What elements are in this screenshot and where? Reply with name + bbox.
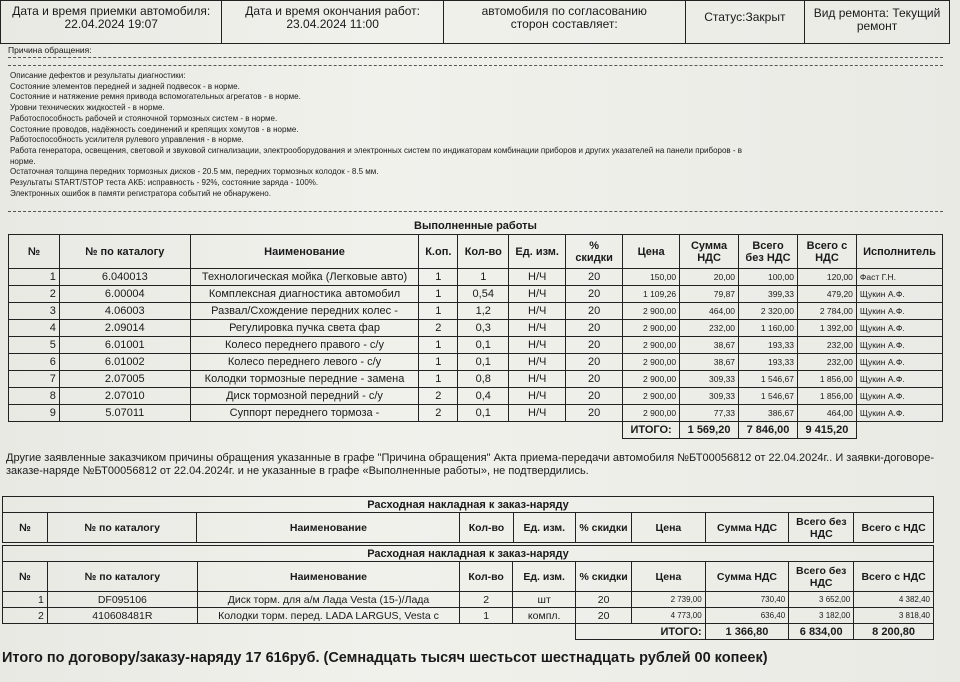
k-op: 1	[419, 286, 458, 303]
unit: Н/Ч	[509, 371, 566, 388]
k-op: 1	[419, 269, 458, 286]
table-row	[9, 405, 943, 422]
total-no-vat: 3 652,00	[789, 592, 854, 608]
end-date-value: 23.04.2024 11:00	[286, 17, 379, 31]
vat-sum: 730,40	[705, 592, 789, 608]
unit: шт	[513, 592, 576, 608]
col-header: Сумма НДС	[705, 562, 789, 592]
table-row	[9, 320, 943, 337]
col-header: Сумма НДС	[705, 513, 789, 543]
col-header: Сумма НДС	[680, 235, 739, 269]
total-no-vat: 1 546,67	[739, 388, 798, 405]
item-name: Колодки торм. перед. LADA LARGUS, Vesta с	[197, 608, 459, 624]
reason-label: Причина обращения:	[8, 45, 92, 55]
consumables-total-vat: 1 366,80	[705, 624, 789, 640]
price: 4 773,00	[632, 608, 706, 624]
consumables-header-row	[3, 562, 934, 592]
total-no-vat: 386,67	[739, 405, 798, 422]
works-table	[8, 218, 943, 439]
price: 2 900,00	[623, 320, 680, 337]
quantity: 1	[460, 608, 513, 624]
price: 150,00	[623, 269, 680, 286]
consumables-caption: Расходная накладная к заказ-наряду	[3, 546, 934, 562]
unit: Н/Ч	[509, 286, 566, 303]
catalog-number: 2.07005	[59, 371, 190, 388]
price: 2 900,00	[623, 405, 680, 422]
price: 2 900,00	[623, 337, 680, 354]
works-caption-row	[9, 218, 943, 235]
col-header: №	[9, 235, 60, 269]
col-header: № по каталогу	[59, 235, 190, 269]
row-number: 4	[9, 320, 60, 337]
vat-sum: 79,87	[680, 286, 739, 303]
accept-date-cell	[1, 1, 222, 44]
catalog-number: 2.09014	[59, 320, 190, 337]
discount: 20	[566, 303, 623, 320]
k-op: 1	[419, 337, 458, 354]
total-with-vat: 464,00	[797, 405, 856, 422]
quantity: 0,8	[458, 371, 509, 388]
consumables-caption-row	[3, 546, 934, 562]
table-row	[9, 371, 943, 388]
diag-line: норме.	[10, 156, 36, 166]
table-row	[3, 608, 934, 624]
col-header: % скидки	[575, 513, 631, 543]
catalog-number: 4.06003	[59, 303, 190, 320]
work-name: Технологическая мойка (Легковые авто)	[190, 269, 419, 286]
row-number: 9	[9, 405, 60, 422]
unit: Н/Ч	[509, 354, 566, 371]
vat-sum: 309,33	[680, 388, 739, 405]
row-number: 2	[9, 286, 60, 303]
col-header: Ед. изм.	[509, 235, 566, 269]
col-header: Кол-во	[460, 513, 513, 543]
price: 2 900,00	[623, 354, 680, 371]
consumables-empty-caption-row	[3, 497, 934, 513]
table-row	[9, 303, 943, 320]
quantity: 0,1	[458, 405, 509, 422]
consumables-total-no-vat: 6 834,00	[789, 624, 854, 640]
works-caption: Выполненные работы	[9, 218, 943, 235]
quantity: 0,3	[458, 320, 509, 337]
discount: 20	[566, 388, 623, 405]
unit: компл.	[513, 608, 576, 624]
col-header: Ед. изм.	[513, 562, 576, 592]
vat-sum: 309,33	[680, 371, 739, 388]
row-number: 8	[9, 388, 60, 405]
discount: 20	[566, 320, 623, 337]
total-with-vat: 2 784,00	[797, 303, 856, 320]
vat-sum: 38,67	[680, 337, 739, 354]
consumables-empty-caption: Расходная накладная к заказ-наряду	[3, 497, 934, 513]
col-header: Ед. изм.	[513, 513, 575, 543]
work-name: Колодки тормозные передние - замена	[190, 371, 419, 388]
diag-line: Остаточная толщина передних тормозных дисков - 20.5 мм, передних тормозных колодок - 8.5 мм.	[10, 167, 379, 177]
works-total-label: ИТОГО:	[623, 422, 680, 439]
spacer	[3, 624, 576, 640]
col-header: % скидки	[576, 562, 632, 592]
divider	[8, 211, 943, 212]
col-header: Наименование	[197, 562, 459, 592]
repair-type-cell	[805, 1, 950, 44]
table-row	[9, 337, 943, 354]
total-no-vat: 1 160,00	[739, 320, 798, 337]
executor: Щукин А.Ф.	[856, 286, 942, 303]
work-name: Суппорт переднего тормоза -	[190, 405, 419, 422]
row-number: 1	[3, 592, 48, 608]
status-cell	[685, 1, 804, 44]
row-number: 5	[9, 337, 60, 354]
col-header: Исполнитель	[856, 235, 942, 269]
work-name: Комплексная диагностика автомобил	[190, 286, 419, 303]
table-row	[9, 354, 943, 371]
work-name: Колесо переднего правого - с/у	[190, 337, 419, 354]
col-header: % скидки	[566, 235, 623, 269]
catalog-number: 410608481R	[47, 608, 197, 624]
quantity: 0,1	[458, 337, 509, 354]
diag-line: Состояние и натяжение ремня привода вспомогательных агрегатов - в норме.	[10, 92, 301, 102]
diag-line: Работоспособность рабочей и стояночной тормозных систем - в норме.	[10, 113, 278, 123]
total-with-vat: 1 856,00	[797, 371, 856, 388]
divider	[8, 65, 943, 66]
quantity: 1	[458, 269, 509, 286]
diag-line: Результаты START/STOP теста АКБ: исправность - 92%, состояние заряда - 100%.	[10, 178, 319, 188]
table-row	[9, 388, 943, 405]
col-header: Цена	[623, 235, 680, 269]
total-no-vat: 2 320,00	[739, 303, 798, 320]
consumables-total-label: ИТОГО:	[576, 624, 706, 640]
end-date-cell	[222, 1, 443, 44]
col-header: Всего без НДС	[789, 513, 854, 543]
works-total-vat: 1 569,20	[680, 422, 739, 439]
diag-line: Уровни технических жидкостей - в норме.	[10, 103, 165, 113]
header-table	[0, 0, 950, 44]
catalog-number: 6.00004	[59, 286, 190, 303]
accept-date-label: Дата и время приемки автомобиля:	[12, 4, 211, 18]
col-header: К.оп.	[419, 235, 458, 269]
unit: Н/Ч	[509, 269, 566, 286]
unit: Н/Ч	[509, 337, 566, 354]
discount: 20	[576, 608, 632, 624]
discount: 20	[566, 371, 623, 388]
col-header: Цена	[631, 513, 705, 543]
vat-sum: 464,00	[680, 303, 739, 320]
row-number: 2	[3, 608, 48, 624]
discount: 20	[566, 354, 623, 371]
quantity: 0,4	[458, 388, 509, 405]
total-no-vat: 399,33	[739, 286, 798, 303]
total-no-vat: 1 546,67	[739, 371, 798, 388]
unit: Н/Ч	[509, 405, 566, 422]
col-header: Всего с НДС	[854, 513, 934, 543]
unit: Н/Ч	[509, 303, 566, 320]
catalog-number: 6.01001	[59, 337, 190, 354]
executor: Щукин А.Ф.	[856, 320, 942, 337]
spacer	[9, 422, 623, 439]
executor: Щукин А.Ф.	[856, 337, 942, 354]
col-header: Наименование	[197, 513, 460, 543]
k-op: 2	[419, 405, 458, 422]
k-op: 2	[419, 320, 458, 337]
total-no-vat: 193,33	[739, 354, 798, 371]
row-number: 3	[9, 303, 60, 320]
diag-line: Состояние проводов, надёжность соединений и крепящих хомутов - в норме.	[10, 124, 299, 134]
col-header: Всего с НДС	[797, 235, 856, 269]
note-text: Другие заявленные заказчиком причины обращения указанные в графе "Причина обращения" Акта приема-передачи автомобиля №БТ00056812 от 22.04.2024г.. И заявки-договоре-заказе-наряде №БТ00056812 от 22.04.2024г. и не указанные в графе «Выполненные работы», не подтвердились.	[6, 452, 935, 477]
work-name: Диск тормозной передний - с/у	[190, 388, 419, 405]
cost-label-2: сторон составляет:	[510, 17, 618, 31]
vat-sum: 636,40	[705, 608, 789, 624]
total-with-vat: 232,00	[797, 354, 856, 371]
quantity: 0,1	[458, 354, 509, 371]
divider	[8, 57, 943, 58]
vat-sum: 232,00	[680, 320, 739, 337]
row-number: 7	[9, 371, 60, 388]
works-total-with-vat: 9 415,20	[797, 422, 856, 439]
col-header: №	[3, 562, 48, 592]
vat-sum: 38,67	[680, 354, 739, 371]
discount: 20	[566, 405, 623, 422]
vat-sum: 20,00	[680, 269, 739, 286]
item-name: Диск торм. для а/м Лада Vesta (15-)/Лада	[197, 592, 459, 608]
catalog-number: 2.07010	[59, 388, 190, 405]
vat-sum: 77,33	[680, 405, 739, 422]
consumables-body	[3, 592, 934, 624]
discount: 20	[566, 269, 623, 286]
col-header: № по каталогу	[47, 562, 197, 592]
diag-line: Состояние элементов передней и задней подвесок - в норме.	[10, 81, 240, 91]
final-total: Итого по договору/заказу-наряду 17 616руб. (Семнадцать тысяч шестьсот шестнадцать рублей 00 копеек)	[2, 650, 768, 666]
price: 2 739,00	[632, 592, 706, 608]
col-header: № по каталогу	[47, 513, 196, 543]
consumables-total-row	[3, 624, 934, 640]
table-row	[3, 592, 934, 608]
diagnostics-block	[10, 71, 940, 199]
executor: Фаст Г.Н.	[856, 269, 942, 286]
spacer	[856, 422, 942, 439]
col-header: №	[3, 513, 48, 543]
catalog-number: 6.040013	[59, 269, 190, 286]
quantity: 0,54	[458, 286, 509, 303]
work-name: Регулировка пучка света фар	[190, 320, 419, 337]
col-header: Цена	[632, 562, 706, 592]
quantity: 2	[460, 592, 513, 608]
quantity: 1,2	[458, 303, 509, 320]
consumables-table	[2, 545, 934, 640]
k-op: 1	[419, 354, 458, 371]
price: 1 109,26	[623, 286, 680, 303]
cost-label-1: автомобиля по согласованию	[481, 4, 647, 18]
consumables-empty-table	[2, 496, 934, 543]
total-with-vat: 1 392,00	[797, 320, 856, 337]
price: 2 900,00	[623, 371, 680, 388]
price: 2 900,00	[623, 388, 680, 405]
status-value: Статус:Закрыт	[704, 10, 786, 24]
work-name: Колесо переднего левого - с/у	[190, 354, 419, 371]
works-total-row	[9, 422, 943, 439]
catalog-number: DF095106	[47, 592, 197, 608]
total-with-vat: 120,00	[797, 269, 856, 286]
catalog-number: 5.07011	[59, 405, 190, 422]
cost-cell	[443, 1, 685, 44]
accept-date-value: 22.04.2024 19:07	[64, 17, 158, 31]
executor: Щукин А.Ф.	[856, 371, 942, 388]
col-header: Кол-во	[458, 235, 509, 269]
executor: Щукин А.Ф.	[856, 388, 942, 405]
discount: 20	[566, 337, 623, 354]
table-row	[9, 269, 943, 286]
works-body	[9, 269, 943, 422]
total-with-vat: 4 382,40	[854, 592, 934, 608]
total-with-vat: 232,00	[797, 337, 856, 354]
repair-type-value: Вид ремонта: Текущий ремонт	[813, 6, 941, 33]
diag-line: Электронных ошибок в памяти регистратора событий не обнаружено.	[10, 188, 271, 198]
diag-line: Описание дефектов и результаты диагностики:	[10, 71, 186, 80]
works-header-row	[9, 235, 943, 269]
total-no-vat: 3 182,00	[789, 608, 854, 624]
col-header: Наименование	[190, 235, 419, 269]
catalog-number: 6.01002	[59, 354, 190, 371]
total-with-vat: 479,20	[797, 286, 856, 303]
k-op: 1	[419, 371, 458, 388]
total-no-vat: 193,33	[739, 337, 798, 354]
diag-line: Работа генератора, освещения, световой и звуковой сигнализации, электрооборудования и электронных систем по индикаторам комбинации приборов и других указателей на панели приборов - в	[10, 145, 743, 155]
executor: Щукин А.Ф.	[856, 303, 942, 320]
executor: Щукин А.Ф.	[856, 354, 942, 371]
total-with-vat: 1 856,00	[797, 388, 856, 405]
price: 2 900,00	[623, 303, 680, 320]
col-header: Всего с НДС	[854, 562, 934, 592]
works-total-no-vat: 7 846,00	[739, 422, 798, 439]
executor: Щукин А.Ф.	[856, 405, 942, 422]
total-with-vat: 3 818,40	[854, 608, 934, 624]
work-name: Развал/Схождение передних колес -	[190, 303, 419, 320]
row-number: 1	[9, 269, 60, 286]
diag-line: Работоспособность усилителя рулевого управления - в норме.	[10, 135, 244, 145]
total-no-vat: 100,00	[739, 269, 798, 286]
table-row	[9, 286, 943, 303]
k-op: 2	[419, 388, 458, 405]
discount: 20	[576, 592, 632, 608]
col-header: Всего без НДС	[739, 235, 798, 269]
end-date-label: Дата и время окончания работ:	[245, 4, 420, 18]
col-header: Кол-во	[460, 562, 513, 592]
k-op: 1	[419, 303, 458, 320]
consumables-empty-header-row	[3, 513, 934, 543]
unit: Н/Ч	[509, 388, 566, 405]
row-number: 6	[9, 354, 60, 371]
consumables-total-with-vat: 8 200,80	[854, 624, 934, 640]
unit: Н/Ч	[509, 320, 566, 337]
discount: 20	[566, 286, 623, 303]
col-header: Всего без НДС	[789, 562, 854, 592]
